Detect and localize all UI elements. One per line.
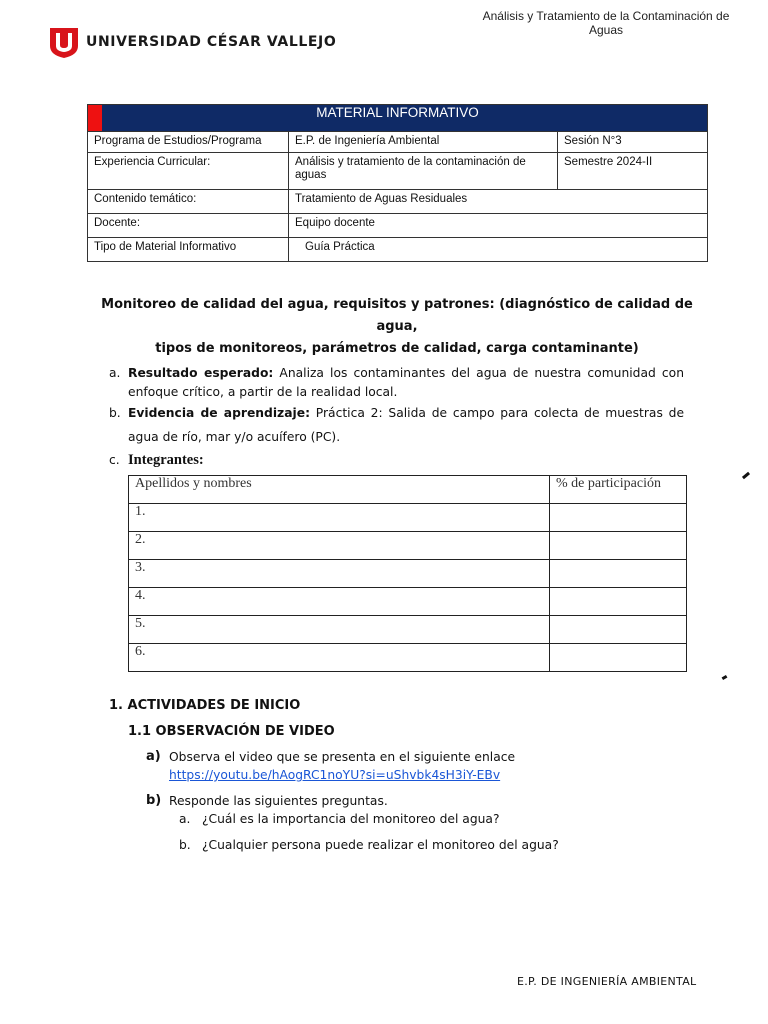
banner-accent [88, 105, 102, 131]
members-header-name: Apellidos y nombres [129, 476, 550, 504]
university-name: UNIVERSIDAD CÉSAR VALLEJO [86, 34, 337, 50]
member-number: 5. [129, 616, 550, 644]
info-extra: Sesión N°3 [558, 132, 708, 153]
info-value: Guía Práctica [289, 238, 708, 262]
info-extra: Semestre 2024-II [558, 153, 708, 190]
table-row [129, 588, 687, 616]
member-number: 4. [129, 588, 550, 616]
item-text: Analiza los contaminantes del agua de nuestra comunidad con enfoque crítico, a partir de la realidad local. [128, 366, 684, 399]
table-row [129, 616, 687, 644]
info-banner [88, 105, 708, 132]
item-text: Responde las siguientes preguntas. [169, 794, 388, 808]
member-percent-cell[interactable] [550, 616, 687, 644]
info-value: E.P. de Ingeniería Ambiental [289, 132, 558, 153]
list-marker: c. [109, 453, 120, 467]
question-1 [179, 812, 500, 826]
list-item-members [109, 451, 684, 469]
document-header-course: Análisis y Tratamiento de la Contaminación de Aguas [482, 9, 730, 37]
university-logo [50, 25, 336, 59]
members-table [128, 475, 687, 672]
list-marker: a. [109, 366, 121, 380]
page-footer: E.P. DE INGENIERÍA AMBIENTAL [517, 975, 697, 988]
info-value: Análisis y tratamiento de la contaminación de aguas [289, 153, 558, 190]
info-label: Tipo de Material Informativo [88, 238, 289, 262]
list-marker: a) [146, 749, 161, 764]
info-value: Tratamiento de Aguas Residuales [289, 190, 708, 214]
table-row [129, 532, 687, 560]
table-row [129, 504, 687, 532]
ucv-shield-icon [50, 26, 78, 58]
members-header-percent: % de participación [550, 476, 687, 504]
document-title [100, 294, 694, 360]
table-row [129, 644, 687, 672]
list-item-evidence [109, 401, 684, 449]
member-number: 6. [129, 644, 550, 672]
question-text: ¿Cualquier persona puede realizar el monitoreo del agua? [202, 838, 559, 852]
list-marker: b. [179, 838, 191, 852]
activity-item-video [146, 748, 515, 784]
member-percent-cell[interactable] [550, 504, 687, 532]
info-label: Programa de Estudios/Programa [88, 132, 289, 153]
subsection-heading: 1.1 OBSERVACIÓN DE VIDEO [128, 724, 335, 739]
section-heading: 1. ACTIVIDADES DE INICIO [109, 698, 301, 713]
list-marker: a. [179, 812, 191, 826]
question-text: ¿Cuál es la importancia del monitoreo del agua? [202, 812, 500, 826]
stray-mark [722, 675, 728, 680]
list-marker: b. [109, 406, 121, 420]
item-text: Práctica 2: Salida de campo para colecta de muestras de agua de río, mar y/o acuífero (PC). [128, 406, 685, 444]
list-item-expected-result [109, 364, 684, 402]
info-table [87, 104, 708, 262]
member-number: 2. [129, 532, 550, 560]
info-label: Contenido temático: [88, 190, 289, 214]
item-label: Evidencia de aprendizaje: [128, 406, 310, 420]
title-line-1: Monitoreo de calidad del agua, requisitos y patrones: (diagnóstico de calidad de agua, [101, 297, 693, 334]
member-percent-cell[interactable] [550, 588, 687, 616]
member-number: 3. [129, 560, 550, 588]
member-percent-cell[interactable] [550, 644, 687, 672]
list-marker: b) [146, 793, 162, 808]
title-line-2: tipos de monitoreos, parámetros de calidad, carga contaminante) [155, 341, 639, 356]
member-number: 1. [129, 504, 550, 532]
banner-title: MATERIAL INFORMATIVO [316, 105, 479, 120]
item-label: Resultado esperado: [128, 366, 274, 380]
item-label: Integrantes: [128, 452, 204, 468]
video-link[interactable]: https://youtu.be/hAogRC1noYU?si=uShvbk4sH3iY-EBv [169, 768, 501, 782]
info-label: Docente: [88, 214, 289, 238]
info-label: Experiencia Curricular: [88, 153, 289, 190]
info-value: Equipo docente [289, 214, 708, 238]
activity-item-questions [146, 792, 388, 810]
table-row [129, 560, 687, 588]
member-percent-cell[interactable] [550, 532, 687, 560]
item-text: Observa el video que se presenta en el siguiente enlace [169, 750, 516, 764]
question-2 [179, 838, 559, 852]
stray-mark [742, 472, 750, 479]
member-percent-cell[interactable] [550, 560, 687, 588]
